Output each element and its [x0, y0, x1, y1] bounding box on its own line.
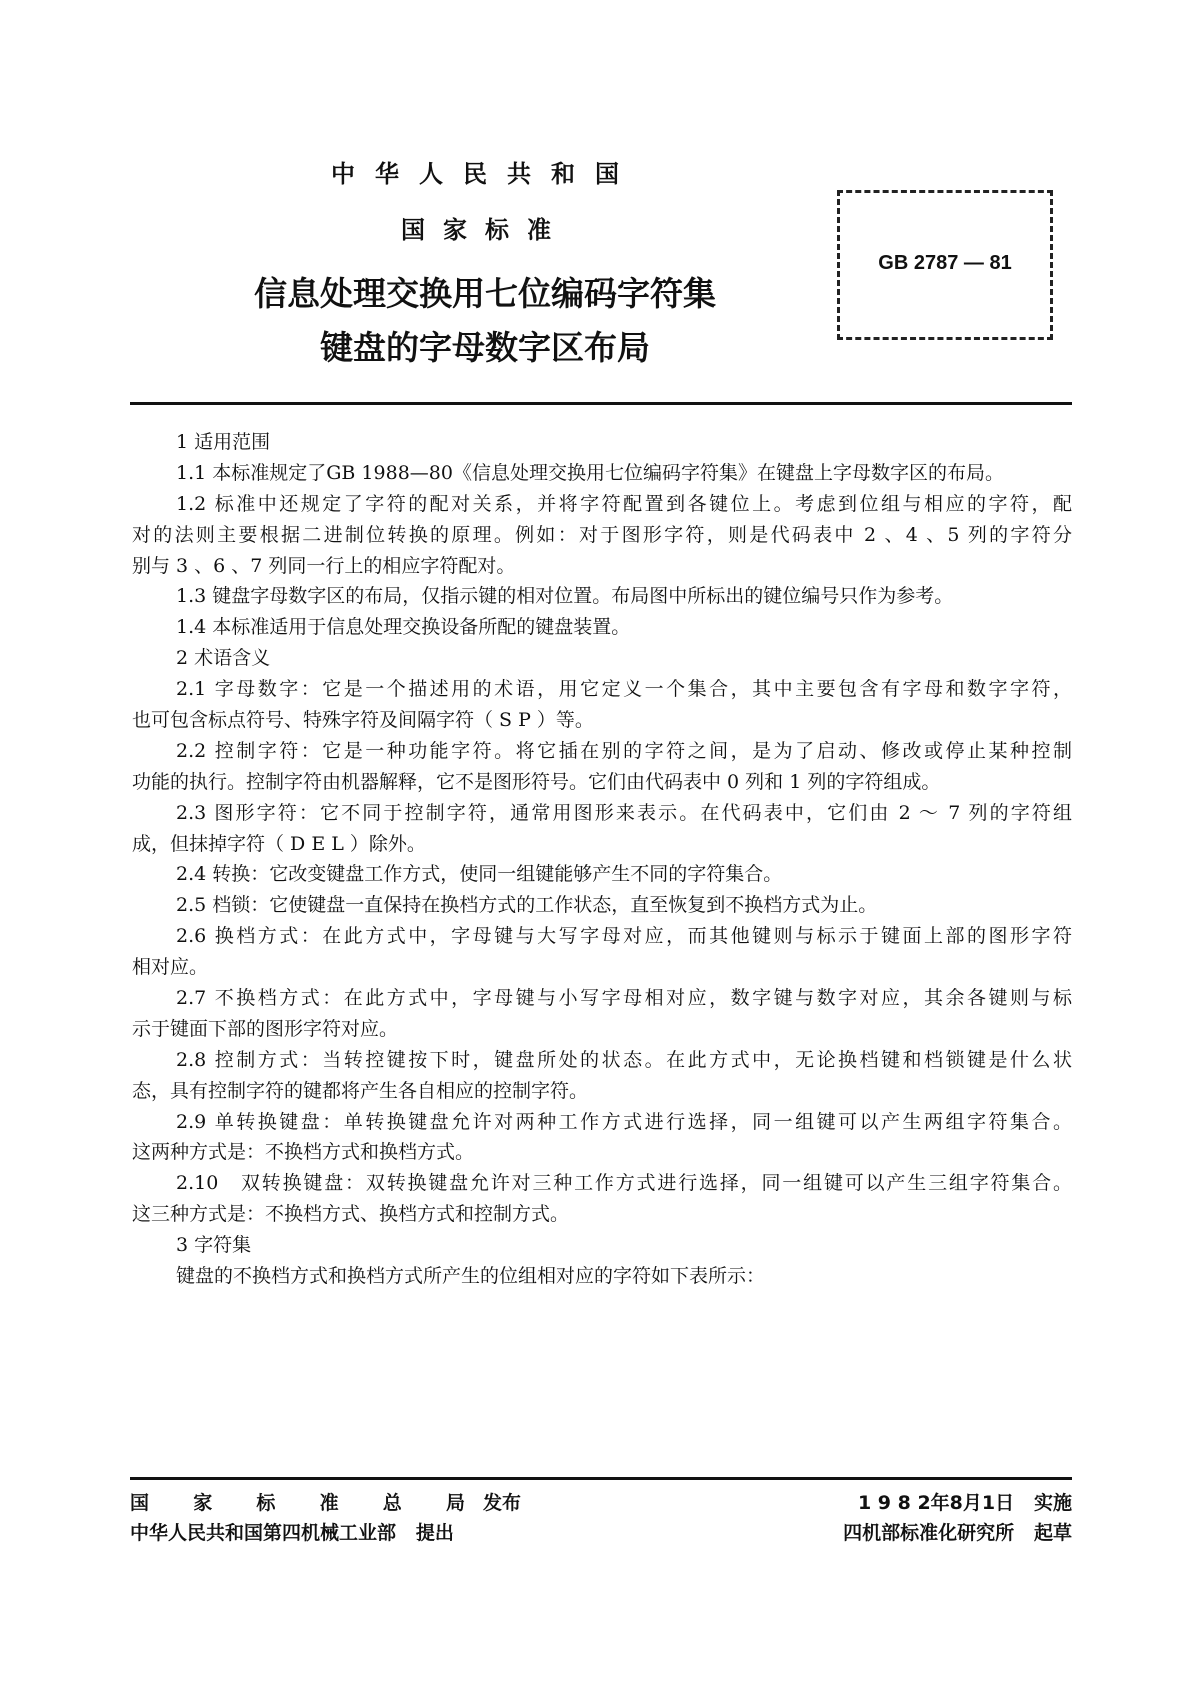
paragraph — [132, 1107, 1072, 1169]
paragraph — [132, 736, 1072, 798]
publisher-char: 准 — [319, 1492, 339, 1514]
text-line: 功能的执行。控制字符由机器解释，它不是图形符号。它们由代码表中 0 列和 1 列的字符组成。 — [132, 770, 941, 793]
publisher-char: 标 — [256, 1492, 276, 1514]
text-line: 2.9 单转换键盘：单转换键盘允许对两种工作方式进行选择，同一组键可以产生两组字符集合。 — [176, 1110, 1072, 1133]
effective-action: 实施 — [1033, 1492, 1072, 1514]
publisher-action: 发布 — [483, 1492, 522, 1514]
text-line: 1.1 本标准规定了GB 1988—80《信息处理交换用七位编码字符集》在键盘上字母数字区的布局。 — [176, 461, 1004, 484]
text-line: 成，但抹掉字符（ D E L ）除外。 — [132, 832, 426, 855]
drafter-action: 起草 — [1033, 1522, 1072, 1544]
text-line: 3 字符集 — [176, 1234, 252, 1257]
text-line: 1.2 标准中还规定了字符的配对关系，并将字符配置到各键位上。考虑到位组与相应的字符，配 — [176, 492, 1072, 515]
text-line: 1.4 本标准适用于信息处理交换设备所配的键盘装置。 — [176, 616, 631, 639]
paragraph — [132, 983, 1072, 1045]
section-heading — [132, 1230, 1072, 1261]
paragraph — [132, 798, 1072, 860]
country-name: 中华人民共和国 — [331, 160, 639, 188]
publisher-char: 家 — [193, 1492, 213, 1514]
text-line: 相对应。 — [132, 956, 209, 979]
paragraph — [132, 581, 1072, 612]
publisher — [130, 1488, 521, 1515]
text-line: 别与 3 、6 、7 列同一行上的相应字符配对。 — [132, 554, 516, 577]
text-line: 2 术语含义 — [176, 647, 271, 670]
publisher-char: 局 — [445, 1492, 465, 1514]
section-heading — [132, 427, 1072, 458]
text-line: 1.3 键盘字母数字区的布局，仅指示键的相对位置。布局图中所标出的键位编号只作为参考。 — [176, 585, 954, 608]
text-line: 2.7 不换档方式：在此方式中，字母键与小写字母相对应，数字键与数字对应，其余各键则与标 — [176, 987, 1072, 1010]
proposer — [130, 1518, 454, 1545]
text-line: 2.2 控制字符：它是一种功能字符。将它插在别的字符之间，是为了启动、修改或停止某种控制 — [176, 739, 1072, 762]
paragraph — [132, 859, 1072, 890]
footer-divider — [130, 1477, 1072, 1480]
text-line: 态，具有控制字符的键都将产生各自相应的控制字符。 — [132, 1079, 589, 1102]
text-line: 1 适用范围 — [176, 431, 271, 453]
text-line: 这两种方式是：不换档方式和换档方式。 — [132, 1141, 475, 1164]
text-line: 这三种方式是：不换档方式、换档方式和控制方式。 — [132, 1203, 570, 1226]
paragraph — [132, 489, 1072, 582]
text-line: 2.1 字母数字：它是一个描述用的术语，用它定义一个集合，其中主要包含有字母和数字字符， — [176, 678, 1072, 701]
text-line: 2.8 控制方式：当转控键按下时，键盘所处的状态。在此方式中，无论换档键和档锁键是什么状 — [176, 1048, 1072, 1071]
text-line: 也可包含标点符号、特殊字符及间隔字符（ S P ）等。 — [132, 709, 594, 732]
paragraph — [132, 1261, 1072, 1292]
text-line: 2.3 图形字符：它不同于控制字符，通常用图形来表示。在代码表中，它们由 2 ～ 7 列的字符组 — [176, 801, 1072, 824]
effective-date-line — [858, 1488, 1072, 1515]
document-title-line2: 键盘的字母数字区布局 — [320, 328, 650, 367]
text-line: 2.10 双转换键盘：双转换键盘允许对三种工作方式进行选择，同一组键可以产生三组字符集合。 — [176, 1172, 1072, 1195]
drafter-line — [843, 1518, 1072, 1545]
text-line: 对的法则主要根据二进制位转换的原理。例如：对于图形字符，则是代码表中 2 、4 、5 列的字符分 — [132, 523, 1072, 546]
publisher-char: 国 — [130, 1492, 150, 1514]
paragraph — [132, 674, 1072, 736]
publisher-char: 总 — [382, 1492, 402, 1514]
paragraph — [132, 458, 1072, 489]
text-line: 示于键面下部的图形字符对应。 — [132, 1017, 399, 1040]
section-heading — [132, 643, 1072, 674]
paragraph — [132, 612, 1072, 643]
header-divider — [130, 402, 1072, 405]
text-line: 键盘的不换档方式和换档方式所产生的位组相对应的字符如下表所示： — [176, 1265, 766, 1288]
proposer-name: 中华人民共和国第四机械工业部 — [130, 1522, 397, 1544]
standard-type: 国家标准 — [401, 216, 569, 244]
proposer-action: 提出 — [415, 1522, 454, 1544]
text-line: 2.5 档锁：它使键盘一直保持在换档方式的工作状态，直至恢复到不换档方式为止。 — [176, 894, 878, 917]
paragraph — [132, 921, 1072, 983]
paragraph — [132, 890, 1072, 921]
effective-date: 1 9 8 2年8月1日 — [857, 1492, 1015, 1514]
document-body — [132, 427, 1072, 1292]
publisher-name — [130, 1488, 465, 1515]
paragraph — [132, 1168, 1072, 1230]
text-line: 2.6 换档方式：在此方式中，字母键与大写字母对应，而其他键则与标示于键面上部的图形字符 — [176, 925, 1072, 948]
standard-code: GB 2787 — 81 — [878, 252, 1012, 274]
paragraph — [132, 1045, 1072, 1107]
document-title-line1: 信息处理交换用七位编码字符集 — [254, 274, 716, 313]
drafter-name: 四机部标准化研究所 — [843, 1522, 1015, 1544]
text-line: 2.4 转换：它改变键盘工作方式，使同一组键能够产生不同的字符集合。 — [176, 863, 783, 886]
